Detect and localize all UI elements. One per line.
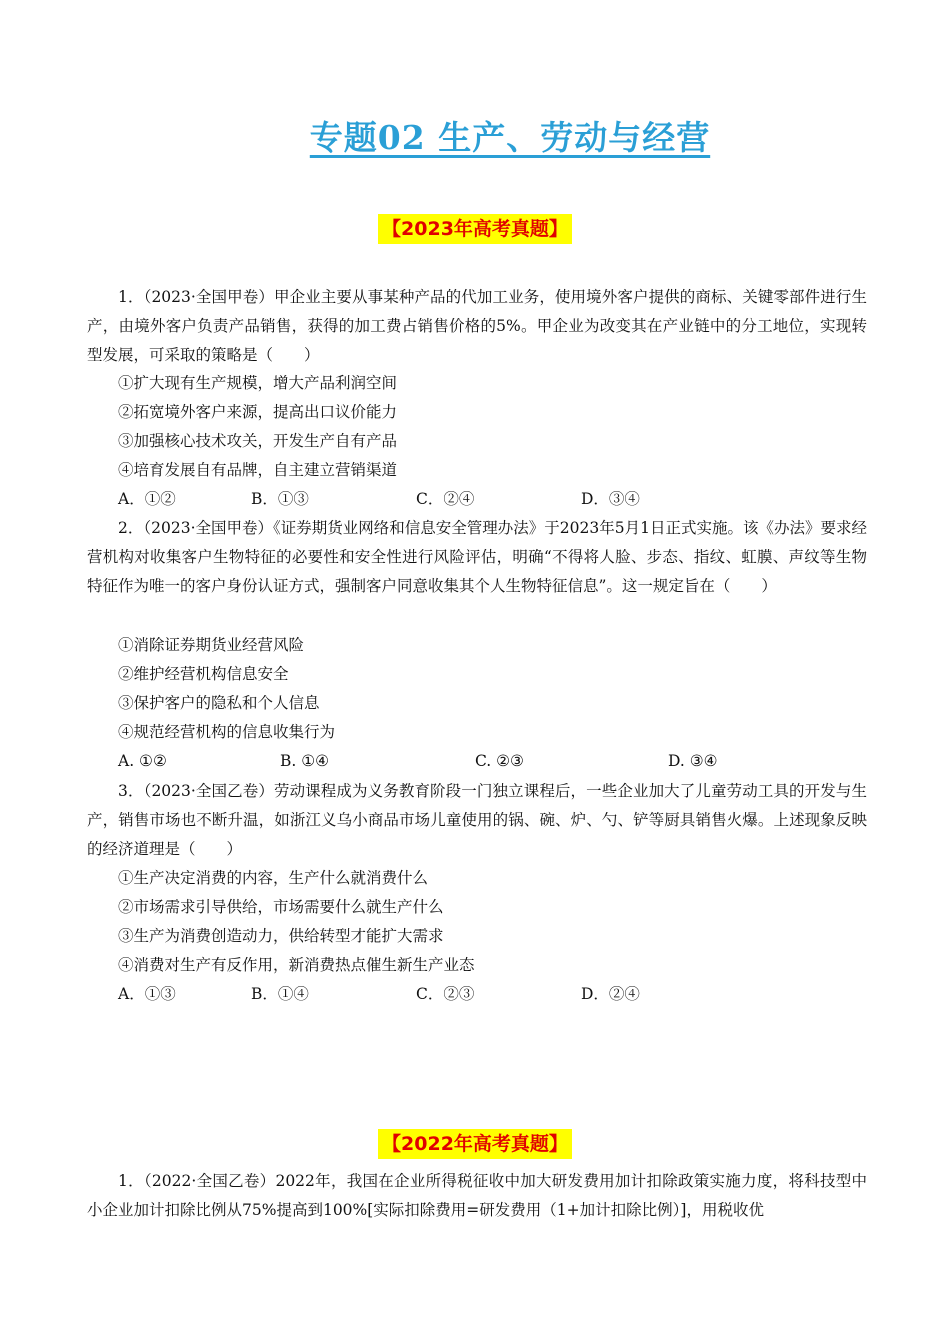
section-heading-2022: 【2022年高考真题】 [0,1129,950,1159]
q1-option-3: ③加强核心技术攻关，开发生产自有产品 [118,432,398,450]
question-3-stem: 3．（2023·全国乙卷）劳动课程成为义务教育阶段一门独立课程后，一些企业加大了儿童劳动工具的开发与生产，销售市场也不断升温，如浙江义乌小商品市场儿童使用的锅、碗、炉、勺、铲等厨具销售火爆。上述现象反映的经济道理是（ ） [87,782,867,858]
q1-option-4: ④培育发展自有品牌，自主建立营销渠道 [118,461,398,479]
q2-choice-c: C. ②③ [475,752,524,770]
q3-choice-d: D．②④ [581,985,640,1003]
q1-choice-b: B．①③ [251,490,309,508]
section-heading-2023: 【2023年高考真题】 [0,214,950,244]
q1-option-2: ②拓宽境外客户来源，提高出口议价能力 [118,403,398,421]
q3-choice-c: C．②③ [416,985,475,1003]
q1-choice-d: D．③④ [581,490,640,508]
q2-choice-b: B. ①④ [280,752,330,770]
q3-choice-b: B．①④ [251,985,309,1003]
q1-choice-a: A．①② [118,490,176,508]
q2-choice-a: A. ①② [118,752,167,770]
q3-option-1: ①生产决定消费的内容，生产什么就消费什么 [118,869,429,887]
q3-choice-a: A．①③ [118,985,176,1003]
q3-option-3: ③生产为消费创造动力，供给转型才能扩大需求 [118,927,444,945]
q2-option-1: ①消除证券期货业经营风险 [118,636,305,654]
q1-option-1: ①扩大现有生产规模，增大产品利润空间 [118,374,398,392]
page-title: 专题02 生产、劳动与经营 [309,118,711,157]
q2-choice-d: D. ③④ [668,752,718,770]
question-2-stem: 2．（2023·全国甲卷）《证券期货业网络和信息安全管理办法》于2023年5月1日正式实施。该《办法》要求经营机构对收集客户生物特征的必要性和安全性进行风险评估，明确“不得将人脸、步态、指纹、虹膜、声纹等生物特征作为唯一的客户身份认证方式，强制客户同意收集其个人生物特征信息”。这一规定旨在（ ） [87,519,867,595]
q3-option-2: ②市场需求引导供给，市场需要什么就生产什么 [118,898,444,916]
q2-option-3: ③保护客户的隐私和个人信息 [118,694,320,712]
q2-option-2: ②维护经营机构信息安全 [118,665,289,683]
q2-option-4: ④规范经营机构的信息收集行为 [118,723,336,741]
q3-option-4: ④消费对生产有反作用，新消费热点催生新生产业态 [118,956,475,974]
q1-choice-c: C．②④ [416,490,475,508]
question-1-stem: 1．（2023·全国甲卷）甲企业主要从事某种产品的代加工业务，使用境外客户提供的商标、关键零部件进行生产，由境外客户负责产品销售，获得的加工费占销售价格的5%。甲企业为改变其在产业链中的分工地位，实现转型发展，可采取的策略是（ ） [87,288,867,364]
question-2022-1-stem: 1．（2022·全国乙卷）2022年，我国在企业所得税征收中加大研发费用加计扣除政策实施力度，将科技型中小企业加计扣除比例从75%提高到100%[实际扣除费用=研发费用（1+加计扣除比例）]，用税收优 [87,1172,867,1219]
